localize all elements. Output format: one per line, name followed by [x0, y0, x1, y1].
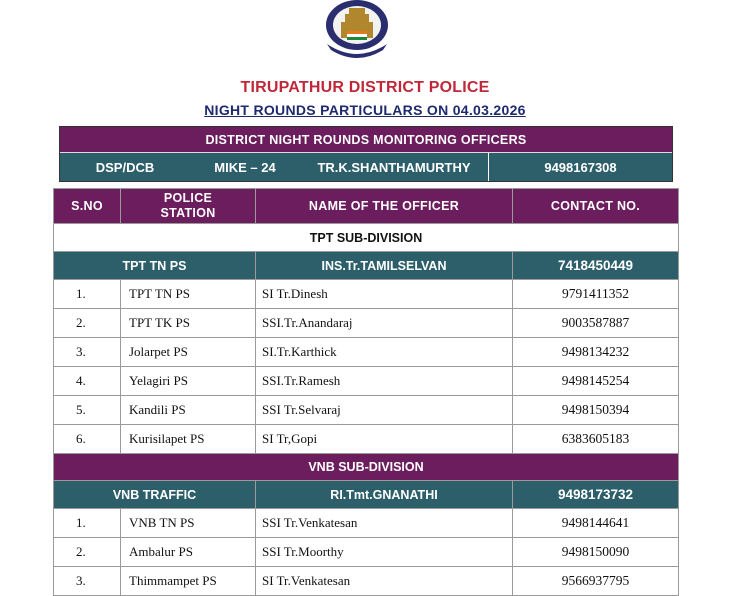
row-officer: SSI.Tr.Anandaraj	[256, 309, 513, 338]
row-officer: SSI Tr.Moorthy	[256, 538, 513, 567]
row-officer: SSI Tr.Venkatesan	[256, 509, 513, 538]
division-row: VNB SUB-DIVISION	[54, 454, 679, 481]
row-phone: 9003587887	[513, 309, 679, 338]
monitoring-row	[60, 152, 672, 181]
row-sno: 2.	[54, 538, 121, 567]
row-phone: 9498144641	[513, 509, 679, 538]
row-station: Yelagiri PS	[121, 367, 256, 396]
table-row	[54, 538, 679, 567]
row-sno: 1.	[54, 280, 121, 309]
row-officer: SI Tr.Dinesh	[256, 280, 513, 309]
row-station: Kandili PS	[121, 396, 256, 425]
row-officer: SI.Tr.Karthick	[256, 338, 513, 367]
monitoring-phone: 9498167308	[544, 159, 617, 175]
table-row	[54, 396, 679, 425]
monitoring-heading: DISTRICT NIGHT ROUNDS MONITORING OFFICERS	[60, 127, 672, 152]
row-phone: 9498134232	[513, 338, 679, 367]
table-row	[54, 509, 679, 538]
table-header	[54, 189, 679, 224]
row-station: VNB TN PS	[121, 509, 256, 538]
page-subtitle: NIGHT ROUNDS PARTICULARS ON 04.03.2026	[204, 102, 526, 118]
table-row	[54, 338, 679, 367]
row-station: Ambalur PS	[121, 538, 256, 567]
division-lead-row: VNB TRAFFIC RI.Tmt.GNANATHI 9498173732	[54, 481, 679, 509]
table-row	[54, 567, 679, 596]
row-sno: 2.	[54, 309, 121, 338]
row-phone: 9498145254	[513, 367, 679, 396]
division-row: TPT SUB-DIVISION	[54, 224, 679, 252]
monitoring-officer: TR.K.SHANTHAMURTHY	[300, 153, 489, 181]
row-sno: 4.	[54, 367, 121, 396]
night-rounds-table	[53, 188, 679, 596]
row-sno: 1.	[54, 509, 121, 538]
monitoring-rank: DSP/DCB	[95, 159, 155, 175]
row-sno: 3.	[54, 567, 121, 596]
row-station: Thimmampet PS	[121, 567, 256, 596]
page-title: TIRUPATHUR DISTRICT POLICE	[240, 79, 490, 96]
row-sno: 6.	[54, 425, 121, 454]
col-officer: NAME OF THE OFFICER	[256, 189, 513, 224]
division-lead-row: TPT TN PS INS.Tr.TAMILSELVAN 7418450449	[54, 252, 679, 280]
row-station: TPT TK PS	[121, 309, 256, 338]
row-station: Jolarpet PS	[121, 338, 256, 367]
row-phone: 9791411352	[513, 280, 679, 309]
table-row	[54, 425, 679, 454]
row-officer: SSI.Tr.Ramesh	[256, 367, 513, 396]
row-officer: SSI Tr.Selvaraj	[256, 396, 513, 425]
tamil-nadu-emblem-icon	[321, 0, 393, 60]
row-station: TPT TN PS	[121, 280, 256, 309]
row-phone: 6383605183	[513, 425, 679, 454]
row-officer: SI Tr,Gopi	[256, 425, 513, 454]
col-contact: CONTACT NO.	[513, 189, 679, 224]
col-station: POLICE STATION	[121, 189, 256, 224]
table-row	[54, 280, 679, 309]
col-sno: S.NO	[54, 189, 121, 224]
row-phone: 9566937795	[513, 567, 679, 596]
table-row	[54, 309, 679, 338]
monitoring-officers-box	[59, 126, 673, 182]
row-phone: 9498150394	[513, 396, 679, 425]
row-sno: 5.	[54, 396, 121, 425]
row-phone: 9498150090	[513, 538, 679, 567]
table-row	[54, 367, 679, 396]
row-officer: SI Tr.Venkatesan	[256, 567, 513, 596]
row-sno: 3.	[54, 338, 121, 367]
row-station: Kurisilapet PS	[121, 425, 256, 454]
monitoring-callsign: MIKE – 24	[214, 159, 276, 175]
